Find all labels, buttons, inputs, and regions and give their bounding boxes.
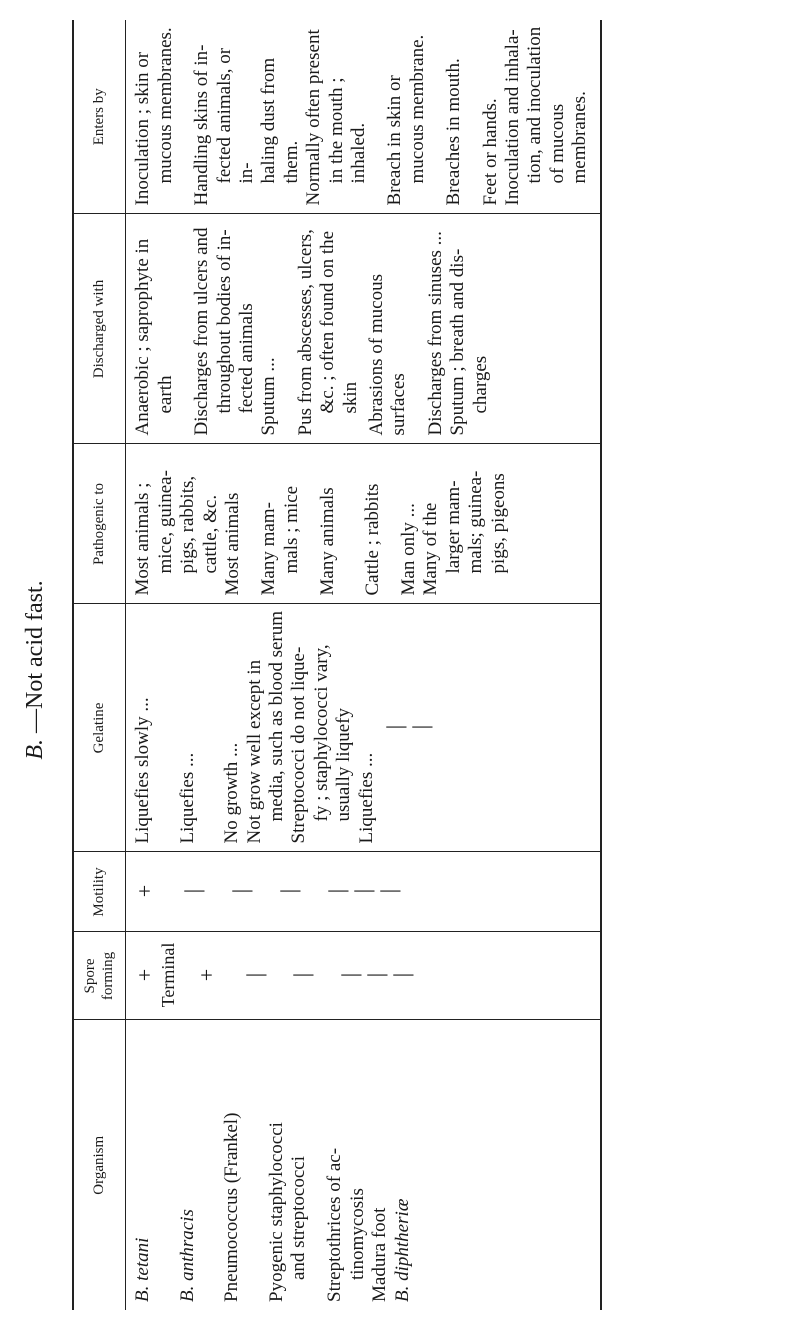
gelatine-pyogenic-2: fy ; staphylococci vary, — [310, 644, 332, 822]
discharged-anthracis-2: throughout bodies of in- — [213, 229, 235, 414]
pathogenic-streptothrices: Cattle ; rabbits — [361, 483, 383, 596]
discharged-anthracis-3: fected animals — [236, 303, 257, 414]
gelatine-pyogenic-1: Streptococci do not lique- — [288, 646, 310, 844]
gelatine-tetani: Liquefies slowly ... — [132, 697, 154, 844]
enters-cell — [126, 20, 601, 214]
pathogenic-pneumococcus-2: mals ; mice — [280, 485, 302, 574]
motility-tetani-plus: + — [132, 884, 158, 898]
discharged-pneumococcus: Sputum ... — [258, 357, 280, 436]
gelatine-pneumococcus-2: Not grow well except in — [243, 659, 265, 844]
pathogenic-diphtheriae-3: mals; guinea- — [465, 470, 487, 574]
pathogenic-anthracis: Most animals — [222, 492, 243, 596]
organism-pneumococcus: Pneumococcus (Frankel) — [221, 1112, 243, 1302]
discharged-pyogenic-1: Pus from abscesses, ulcers, — [294, 229, 316, 436]
motility-anthracis-dash: | — [180, 888, 206, 894]
table-body-row — [126, 20, 601, 1310]
enters-anthracis-1: Handling skins of in- — [191, 44, 213, 206]
organism-cell — [126, 1020, 601, 1310]
header-gelatine: Gelatine — [73, 604, 126, 852]
spore-streptothrices-dash: | — [337, 972, 363, 978]
enters-pneumococcus-2: in the mouth ; inhaled. — [325, 77, 370, 184]
section-title-text: —Not acid fast. — [22, 580, 48, 733]
section-title-prefix: B. — [22, 738, 48, 760]
organism-b-anthracis: B. anthracis — [176, 1209, 198, 1302]
organism-table — [72, 20, 602, 1310]
header-pathogenic-to: Pathogenic to — [73, 444, 126, 604]
enters-diphtheriae-1: Inoculation and inhala- — [502, 29, 524, 206]
pathogenic-diphtheriae-1: Many of the — [420, 502, 442, 596]
organism-madura-foot: Madura foot — [369, 1207, 391, 1302]
header-discharged-with: Discharged with — [73, 214, 126, 444]
pathogenic-pyogenic: Many animals — [317, 487, 339, 596]
enters-tetani-2: mucous membranes. — [154, 27, 176, 184]
motility-diphtheriae-dash: | — [376, 888, 402, 894]
discharged-madura: Discharges from sinuses ... — [424, 231, 446, 436]
pathogenic-cell — [126, 444, 601, 604]
spore-madura-dash: | — [363, 972, 389, 978]
gelatine-anthracis: Liquefies ... — [176, 752, 198, 844]
gelatine-pneumococcus-3: media, such as blood serum — [266, 610, 287, 822]
discharged-anthracis-1: Discharges from ulcers and — [191, 227, 213, 436]
gelatine-pyogenic-3: usually liquefy — [333, 708, 355, 822]
motility-streptothrices-dash: | — [324, 888, 350, 894]
pathogenic-tetani-3: pigs, rabbits, — [177, 475, 199, 574]
organism-b-diphtheriae: B. diphtheriæ — [391, 1198, 413, 1302]
spore-forming-cell — [126, 932, 601, 1020]
discharged-streptothrices: Abrasions of mucous surfaces — [366, 274, 410, 436]
pathogenic-pneumococcus-1: Many mam- — [258, 502, 280, 596]
organism-pyogenic-2: and streptococci — [288, 1156, 309, 1280]
enters-streptothrices: Breaches in mouth. — [443, 58, 465, 206]
pathogenic-madura: Man only ... — [398, 503, 420, 596]
discharged-tetani-2: earth — [154, 375, 176, 414]
spore-tetani-terminal: Terminal — [158, 942, 179, 1008]
enters-pyogenic-1: Breach in skin or — [384, 75, 406, 206]
pathogenic-tetani-4: cattle, &c. — [199, 494, 221, 574]
discharged-cell — [126, 214, 601, 444]
discharged-diphtheriae-2: charges — [469, 355, 491, 414]
header-row — [73, 20, 126, 1310]
discharged-tetani-1: Anaerobic ; saprophyte in — [132, 238, 154, 436]
enters-diphtheriae-3: of mucous membranes. — [546, 91, 591, 184]
pathogenic-tetani-1: Most animals ; — [132, 482, 154, 596]
motility-cell — [126, 852, 601, 932]
enters-pneumococcus-1: Normally often present — [303, 29, 325, 206]
gelatine-madura-dash: | — [382, 724, 408, 730]
spore-pyogenic-dash: | — [289, 972, 315, 978]
enters-pyogenic-2: mucous membrane. — [406, 34, 428, 184]
spore-pneumococcus-dash: | — [241, 972, 267, 978]
organism-streptothrices-1: Streptothrices of ac- — [324, 1147, 346, 1302]
gelatine-pneumococcus-1: No growth ... — [221, 742, 243, 844]
spore-anthracis-plus: + — [193, 968, 219, 982]
spore-diphtheriae-dash: | — [389, 972, 415, 978]
gelatine-streptothrices: Liquefies ... — [355, 752, 377, 844]
enters-anthracis-3: haling dust from them. — [258, 57, 302, 184]
motility-madura-dash: | — [350, 888, 376, 894]
section-title — [22, 0, 49, 1340]
enters-madura: Feet or hands. — [479, 98, 501, 206]
spore-tetani-plus: + — [132, 968, 158, 982]
pathogenic-diphtheriae-4: pigs, pigeons — [487, 473, 509, 574]
gelatine-cell — [126, 604, 601, 852]
header-motility: Motility — [73, 852, 126, 932]
gelatine-diphtheriae-dash: | — [407, 724, 433, 730]
enters-diphtheriae-2: tion, and inoculation — [524, 26, 546, 184]
header-organism: Organism — [73, 1020, 126, 1310]
enters-anthracis-2: fected animals, or in- — [213, 47, 257, 184]
motility-pneumococcus-dash: | — [228, 888, 254, 894]
discharged-diphtheriae-1: Sputum ; breath and dis- — [447, 248, 469, 436]
organism-pyogenic-1: Pyogenic staphylococci — [265, 1122, 287, 1302]
pathogenic-diphtheriae-2: larger mam- — [442, 480, 464, 574]
organism-streptothrices-2: tinomycosis — [346, 1188, 368, 1280]
discharged-pyogenic-2: &c. ; often found on the skin — [317, 230, 361, 414]
motility-pyogenic-dash: | — [276, 888, 302, 894]
enters-tetani-1: Inoculation ; skin or — [132, 51, 154, 206]
pathogenic-tetani-2: mice, guinea- — [154, 470, 176, 574]
organism-b-tetani: B. tetani — [132, 1237, 154, 1302]
header-enters-by: Enters by — [73, 20, 126, 214]
header-spore-forming: Spore forming — [73, 932, 126, 1020]
